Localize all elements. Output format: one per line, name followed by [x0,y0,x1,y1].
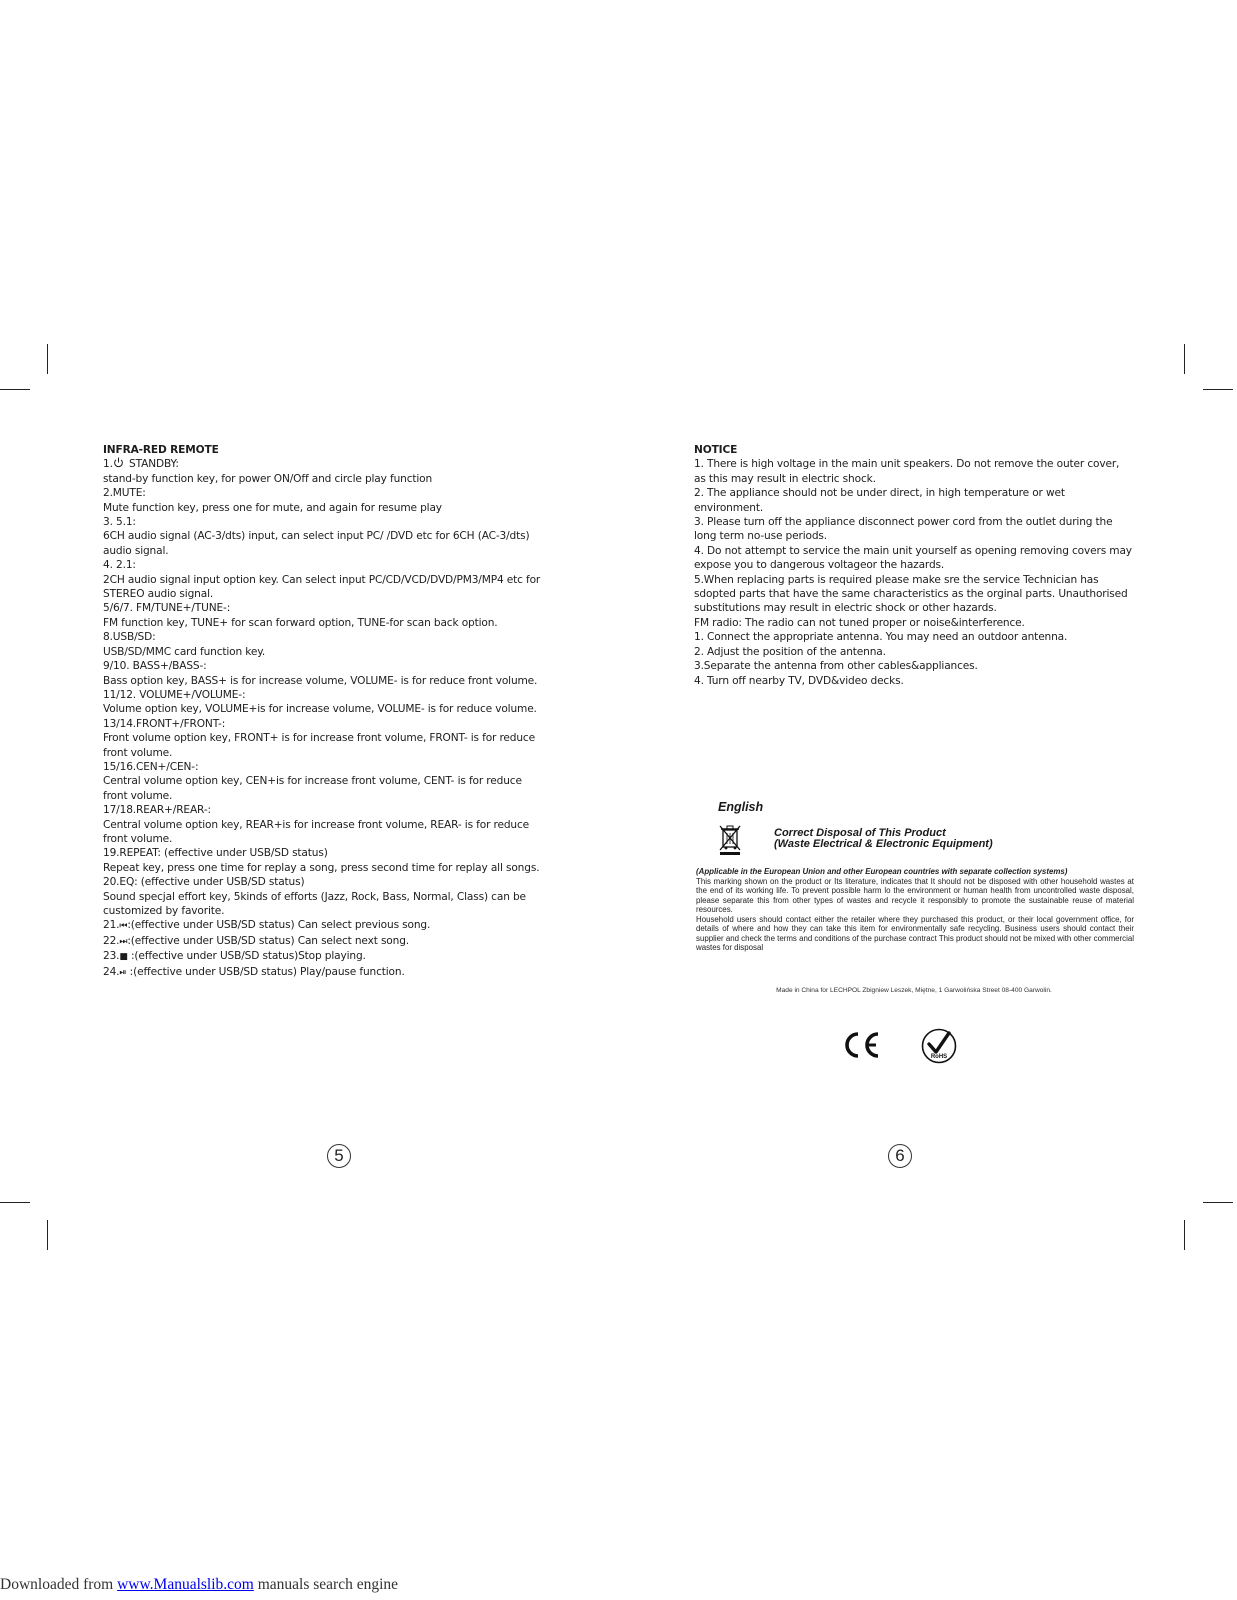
language-label: English [718,800,764,814]
media-key-line [103,934,548,949]
media-key-lines [103,918,548,980]
crop-mark [1184,344,1185,374]
notice-line: 2. The appliance should not be under direct, in high temperature or wet environment. [694,487,1065,514]
remote-line: 19.REPEAT: (effective under USB/SD status) [103,847,328,860]
remote-line: 2.MUTE: [103,487,146,500]
standby-line [103,457,548,471]
manufacturer-note: Made in China for LECHPOL Zbigniew Leszek, Miętne, 1 Garwolińska Street 08-400 Garwolin. [776,987,1052,994]
rohs-check-icon [920,1027,958,1065]
remote-line: Front volume option key, FRONT+ is for increase front volume, FRONT- is for reduce front volume. [103,732,535,759]
remote-line: Bass option key, BASS+ is for increase volume, VOLUME- is for reduce front volume. [103,674,538,687]
footer-prefix: Downloaded from [0,1576,118,1593]
remote-line: 20.EQ: (effective under USB/SD status) [103,876,305,889]
notice-line: 4. Turn off nearby TV, DVD&video decks. [694,674,904,687]
notice-heading: NOTICE [694,444,738,456]
notice-lines [694,457,1134,688]
remote-line: 2CH audio signal input option key. Can select input PC/CD/VCD/DVD/PM3/MP4 etc for STEREO audio signal. [103,573,541,601]
media-key-text: :(effective under USB/SD status) Play/pause function. [126,965,405,978]
disposal-paragraph: This marking shown on the product or Its literature, indicates that It should not be disposed with other household wastes at the end of its working life. To prevent possible harm lo the environment or human health from uncontrolled waste disposal, please separate this from other types of wastes and recycle it responsibly to promote the sustainable reuse of material resources. [696,876,1134,914]
download-footer [0,1576,398,1594]
disposal-paragraph: Household users should contact either the retailer where they purchased this product, or their local government office, for details of where and how they can take this item for environmentally safe recycling. Business users should contact their supplier and check the terms and conditions of the purchase contract This product should not be mixed with other commercial wastes for disposal [696,914,1135,952]
crossed-bin-icon [718,824,742,856]
notice-line: 5.When replacing parts is required please make sre the service Technician has sdopted parts that have the same characteristics as the orginal parts. Unauthorised substitutions may result in electric shock or other hazards. [694,573,1128,615]
disposal-title-line: Correct Disposal of This Product [774,827,946,839]
remote-line: 17/18.REAR+/REAR-: [103,804,211,817]
notice-line: 4. Do not attempt to service the main unit yourself as opening removing covers may expose you to dangerous voltageor the hazards. [694,544,1132,572]
remote-line: USB/SD/MMC card function key. [103,645,266,658]
ce-mark-icon [842,1030,882,1060]
remote-line: Volume option key, VOLUME+is for increase volume, VOLUME- is for reduce volume. [103,703,537,716]
remote-line: 9/10. BASS+/BASS-: [103,660,207,673]
remote-line: 13/14.FRONT+/FRONT-: [103,717,226,730]
media-key-text: :(effective under USB/SD status) Can select previous song. [127,919,431,932]
remote-line: 4. 2.1: [103,559,136,572]
disposal-subtitle-line: (Waste Electrical & Electronic Equipment) [774,838,993,850]
media-key-icon: ■ [119,952,128,963]
page-number-right: 6 [888,1144,912,1168]
notice-line: 1. Connect the appropriate antenna. You may need an outdoor antenna. [694,631,1068,644]
notice-line: 3. Please turn off the appliance disconnect power cord from the outlet during the long term no-use periods. [694,516,1113,543]
media-key-icon: ⏭ [119,936,128,947]
media-key-number: 24. [103,965,120,978]
remote-instructions [103,443,548,980]
remote-line: 3. 5.1: [103,516,136,529]
media-key-line [103,965,548,980]
crop-mark [1184,1220,1185,1250]
remote-heading: INFRA-RED REMOTE [103,444,219,456]
remote-line: 6CH audio signal (AC-3/dts) input, can select input PC/ /DVD etc for 6CH (AC-3/dts) audio signal. [103,530,530,557]
remote-line: Mute function key, press one for mute, and again for resume play [103,501,442,514]
disposal-title [774,828,993,850]
standby-label: STANDBY: [129,458,179,471]
crop-mark [0,389,30,390]
notice-line: FM radio: The radio can not tuned proper or noise&interference. [694,616,1025,629]
manualslib-link[interactable]: www.Manualslib.com [117,1576,254,1593]
media-key-number: 22. [103,934,120,947]
remote-line: 8.USB/SD: [103,631,156,644]
remote-line: FM function key, TUNE+ for scan forward option, TUNE-for scan back option. [103,616,498,629]
notice-section [694,443,1134,688]
crop-mark [47,344,48,374]
remote-lines [103,472,548,919]
crop-mark [0,1202,30,1203]
remote-line: 15/16.CEN+/CEN-: [103,760,199,773]
media-key-line [103,918,548,933]
media-key-number: 21. [103,919,120,932]
standby-number: 1. [103,458,113,471]
notice-line: 3.Separate the antenna from other cables&appliances. [694,660,978,673]
media-key-number: 23. [103,950,120,963]
power-icon [113,457,124,468]
applicable-note: (Applicable in the European Union and other European countries with separate collection systems) [696,867,1068,876]
disposal-body [696,867,1134,953]
notice-line: 1. There is high voltage in the main unit speakers. Do not remove the outer cover, as this may result in electric shock. [694,458,1120,485]
remote-line: Central volume option key, CEN+is for increase front volume, CENT- is for reduce front volume. [103,775,522,802]
media-key-icon: ⏮ [119,921,128,932]
media-key-text: :(effective under USB/SD status) Can select next song. [127,934,409,947]
footer-suffix: manuals search engine [253,1576,399,1593]
remote-line: Repeat key, press one time for replay a song, press second time for replay all songs. [103,861,540,874]
remote-line: stand-by function key, for power ON/Off and circle play function [103,472,433,485]
crop-mark [47,1220,48,1250]
page-number-left: 5 [327,1144,351,1168]
crop-mark [1203,389,1233,390]
notice-line: 2. Adjust the position of the antenna. [694,645,886,658]
remote-line: 5/6/7. FM/TUNE+/TUNE-: [103,602,231,615]
remote-line: Central volume option key, REAR+is for increase front volume, REAR- is for reduce front volume. [103,818,530,845]
remote-line: Sound specjal effort key, 5kinds of efforts (Jazz, Rock, Bass, Normal, Class) can be customized by favorite. [103,890,526,917]
crop-mark [1203,1202,1233,1203]
remote-line: 11/12. VOLUME+/VOLUME-: [103,688,246,701]
media-key-icon: ⏯ [119,967,127,978]
media-key-line [103,949,548,964]
media-key-text: :(effective under USB/SD status)Stop playing. [127,950,366,963]
rohs-text: RoHS [930,1054,948,1060]
